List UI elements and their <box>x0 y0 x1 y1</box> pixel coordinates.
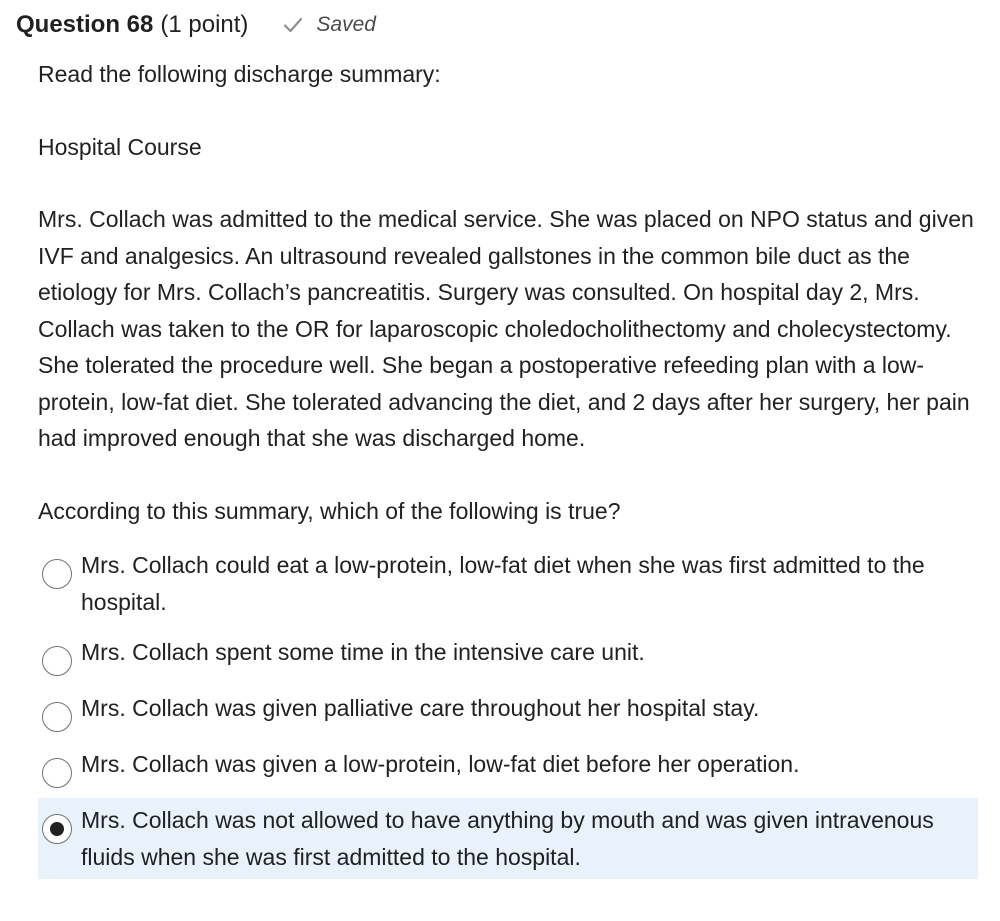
question-header <box>16 8 376 42</box>
prompt-intro: Read the following discharge summary: <box>38 61 441 87</box>
answer-option-label[interactable]: Mrs. Collach could eat a low-protein, low-fat diet when she was first admitted to the hospital. <box>81 552 925 615</box>
answer-option-label[interactable]: Mrs. Collach spent some time in the intensive care unit. <box>81 639 645 665</box>
radio-button[interactable] <box>42 559 72 589</box>
question-text: According to this summary, which of the following is true? <box>38 497 621 524</box>
answer-option-5[interactable] <box>38 798 978 879</box>
question-title: Question 68 <box>16 11 154 38</box>
answer-option-2[interactable] <box>38 630 983 680</box>
radio-button[interactable] <box>42 702 72 732</box>
radio-button[interactable] <box>42 758 72 788</box>
question-content <box>38 56 983 885</box>
answer-option-label[interactable]: Mrs. Collach was not allowed to have anything by mouth and was given intravenous fluids when she was first admitted to the hospital. <box>81 807 934 870</box>
radio-button[interactable] <box>42 814 72 844</box>
answer-option-3[interactable] <box>38 686 983 736</box>
saved-label: Saved <box>316 13 376 36</box>
answer-options <box>38 543 983 879</box>
answer-option-label[interactable]: Mrs. Collach was given a low-protein, low-fat diet before her operation. <box>81 751 800 777</box>
check-icon <box>282 14 304 36</box>
radio-selected-dot <box>50 822 64 836</box>
saved-status <box>282 13 376 37</box>
section-heading: Hospital Course <box>38 133 202 160</box>
answer-option-4[interactable] <box>38 742 983 792</box>
radio-button[interactable] <box>42 646 72 676</box>
answer-option-1[interactable] <box>38 543 983 624</box>
question-points: (1 point) <box>160 11 249 38</box>
discharge-summary-text: Mrs. Collach was admitted to the medical service. She was placed on NPO status and given IVF and analgesics. An ultrasound revealed gallstones in the common bile duct as the etiology for Mrs. Collach’s pancreatitis. Surgery was consulted. On hospital day 2, Mrs. Collach was taken to the OR for laparoscopic choledocholithectomy and cholecystectomy. She tolerated the procedure well. She began a postoperative refeeding plan with a low-protein, low-fat diet. She tolerated advancing the diet, and 2 days after her surgery, her pain had improved enough that she was discharged home. <box>38 206 974 451</box>
answer-option-label[interactable]: Mrs. Collach was given palliative care throughout her hospital stay. <box>81 695 760 721</box>
